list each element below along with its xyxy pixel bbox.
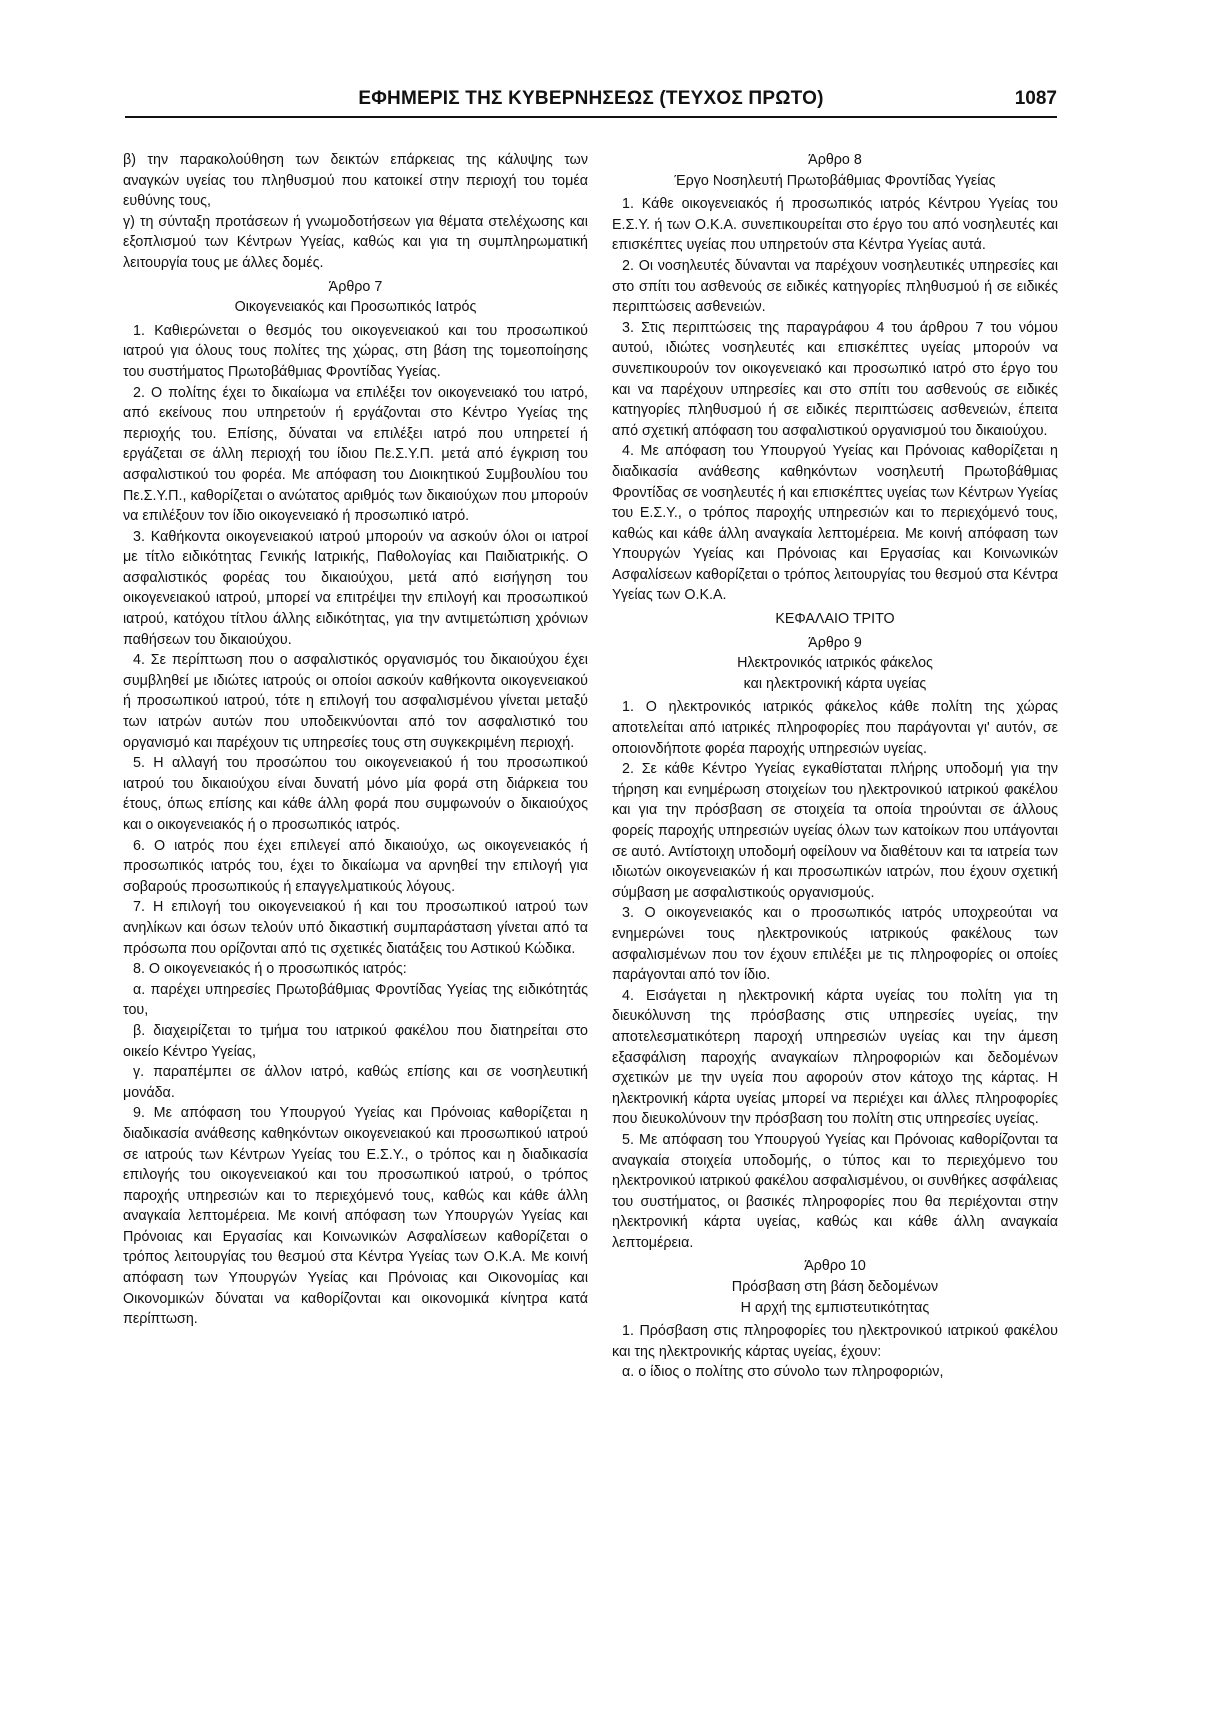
paragraph: 4. Σε περίπτωση που ο ασφαλιστικός οργανισμός του δικαιούχου έχει συμβληθεί με ιδιώτες ιατρούς οι οποίοι ασκούν καθήκοντα οικογενειακού ή προσωπικού ιατρού, τότε η επιλογή του ασφαλισμένου γίνεται μεταξύ των ιατρών αυτών που υποδεικνύονται από τον ασφαλιστικό του οργανισμό και παρέχουν τις υπηρεσίες τους στη συγκεκριμένη περιοχή. (123, 652, 588, 751)
article-title: Πρόσβαση στη βάση δεδομένων (731, 1279, 939, 1296)
paragraph: 2. Οι νοσηλευτές δύνανται να παρέχουν νοσηλευτικές υπηρεσίες και στο σπίτι του ασθενούς σε ειδικές κατηγορίες πληθυσμού ή σε ειδικές περιπτώσεις ασθενειών. (612, 257, 1058, 316)
article-title: και ηλεκτρονική κάρτα υγείας (743, 675, 927, 692)
article-title: Έργο Νοσηλευτή Πρωτοβάθμιας Φροντίδας Υγείας (674, 172, 996, 189)
paragraph: 7. Η επιλογή του οικογενειακού ή και του προσωπικού ιατρού των ανηλίκων και όσων τελούν υπό δικαστική συμπαράσταση γίνεται από τα πρόσωπα που ορίζονται από τις σχετικές διατάξεις του Αστικού Κώδικα. (123, 899, 588, 957)
article-heading: Άρθρο 8 (808, 152, 862, 168)
gazette-title: ΕΦΗΜΕΡΙΣ ΤΗΣ ΚΥΒΕΡΝΗΣΕΩΣ (ΤΕΥΧΟΣ ΠΡΩΤΟ) (358, 88, 824, 109)
article-heading: Άρθρο 7 (328, 278, 383, 295)
list-item: α. ο ίδιος ο πολίτης στο σύνολο των πληροφοριών, (622, 1364, 944, 1381)
header-divider (125, 116, 1057, 118)
right-column (612, 150, 1058, 1383)
paragraph: β) την παρακολούθηση των δεικτών επάρκειας της κάλυψης των αναγκών υγείας του πληθυσμού που κατοικεί στην περιοχή του τομέα ευθύνης τους, (123, 152, 588, 210)
article-title: Η αρχή της εμπιστευτικότητας (740, 1299, 930, 1316)
left-column (123, 150, 588, 1330)
list-item: β. διαχειρίζεται το τμήμα του ιατρικού φακέλου που διατηρείται στο οικείο Κέντρο Υγείας, (123, 1022, 588, 1060)
article-heading: Άρθρο 10 (804, 1258, 866, 1275)
paragraph: 4. Εισάγεται η ηλεκτρονική κάρτα υγείας του πολίτη για τη διευκόλυνση της πρόσβασης στις υπηρεσίες υγείας, την αποτελεσματικότερη παροχή υπηρεσιών υγείας και την άμεση εξασφάλιση παροχής αναγκαίων πληροφοριών και δεδομένων σχετικών με την υγεία που αφορούν στον κάτοχο της κάρτας. Η ηλεκτρονική κάρτα υγείας μπορεί να περιέχει και άλλες πληροφορίες που διευκολύνουν την πρόσβαση του πολίτη στις υπηρεσίες υγείας. (612, 987, 1058, 1128)
paragraph: 5. Η αλλαγή του προσώπου του οικογενειακού ή του προσωπικού ιατρού του δικαιούχου είναι δυνατή μόνο μία φορά στη διάρκεια του έτους, όπως επίσης και κάθε άλλη φορά που συμφωνούν ο δικαιούχος και ο οικογενειακός ή ο προσωπικός ιατρός. (123, 755, 588, 833)
article-heading: Άρθρο 9 (808, 634, 862, 651)
article-title: Ηλεκτρονικός ιατρικός φάκελος (737, 655, 933, 672)
paragraph: 5. Με απόφαση του Υπουργού Υγείας και Πρόνοιας καθορίζονται τα αναγκαία στοιχεία υποδομής, ο τύπος και το περιεχόμενο του ηλεκτρονικού ιατρικού φακέλου ασφαλισμένου, οι συνθήκες ασφάλειας του συστήματος, οι βασικές πληροφορίες που θα περιέχονται στην ηλεκτρονική κάρτα υγείας, καθώς και κάθε άλλη αναγκαία λεπτομέρεια. (612, 1131, 1058, 1251)
paragraph: γ) τη σύνταξη προτάσεων ή γνωμοδοτήσεων για θέματα στελέχωσης και εξοπλισμού των Κέντρων Υγείας, καθώς και για τη συμπληρωματική λειτουργία τους με άλλες δομές. (123, 213, 588, 271)
paragraph: 3. Ο οικογενειακός και ο προσωπικός ιατρός υποχρεούται να ενημερώνει τους ηλεκτρονικούς ιατρικούς φακέλους των ασφαλισμένων που τον έχουν επιλέξει με τις πληροφορίες οι οποίες παράγονται από τον ίδιο. (612, 905, 1058, 984)
page-number: 1087 (1014, 88, 1057, 109)
list-item: α. παρέχει υπηρεσίες Πρωτοβάθμιας Φροντίδας Υγείας της ειδικότητάς του, (123, 981, 588, 1019)
paragraph: 1. Καθιερώνεται ο θεσμός του οικογενειακού και του προσωπικού ιατρού για όλους τους πολίτες της χώρας, στη βάση της τομεοποίησης του συστήματος Πρωτοβάθμιας Φροντίδας Υγείας. (123, 322, 588, 380)
paragraph: 9. Με απόφαση του Υπουργού Υγείας και Πρόνοιας καθορίζεται η διαδικασία ανάθεσης καθηκόντων οικογενειακού και προσωπικού ιατρού σε ιατρούς των Κέντρων Υγείας του Ε.Σ.Υ., ο τρόπος και η διαδικασία επιλογής του οικογενειακού και του προσωπικού ιατρού, ο τρόπος παροχής υπηρεσιών και το περιεχόμενό τους, καθώς και κάθε άλλη αναγκαία λεπτομέρεια. Με κοινή απόφαση των Υπουργών Υγείας και Πρόνοιας και Εργασίας και Κοινωνικών Ασφαλίσεων καθορίζεται ο τρόπος λειτουργίας του θεσμού στα Κέντρα Υγείας των Ο.Κ.Α. Με κοινή απόφαση των Υπουργών Υγείας και Πρόνοιας και Οικονομίας και Οικονομικών δύναται να καθορίζονται και οικονομικά κίνητρα κατά περίπτωση. (123, 1105, 588, 1328)
paragraph: 1. Κάθε οικογενειακός ή προσωπικός ιατρός Κέντρου Υγείας του Ε.Σ.Υ. ή των Ο.Κ.Α. συνεπικουρείται στο έργο του από νοσηλευτές και επισκέπτες υγείας που υπηρετούν στα Κέντρα Υγείας αυτά. (612, 196, 1058, 254)
list-item: γ. παραπέμπει σε άλλον ιατρό, καθώς επίσης και σε νοσηλευτική μονάδα. (123, 1064, 588, 1101)
paragraph: 3. Στις περιπτώσεις της παραγράφου 4 του άρθρου 7 του νόμου αυτού, ιδιώτες νοσηλευτές και επισκέπτες υγείας μπορούν να συνεπικουρούν τον οικογενειακό και προσωπικό ιατρό στο έργο του και να παρέχουν υπηρεσίες και στο σπίτι του ασθενούς σε ειδικές κατηγορίες πληθυσμού ή σε ειδικές περιπτώσεις ασθενειών, έπειτα από σχετική απόφαση του ασφαλιστικού οργανισμού του δικαιούχου. (612, 319, 1058, 439)
paragraph: 6. Ο ιατρός που έχει επιλεγεί από δικαιούχο, ως οικογενειακός ή προσωπικός ιατρός του, έχει το δικαίωμα να αρνηθεί την επιλογή για σοβαρούς προσωπικούς ή επαγγελματικούς λόγους. (123, 837, 588, 895)
paragraph: 2. Σε κάθε Κέντρο Υγείας εγκαθίσταται πλήρης υποδομή για την τήρηση και ενημέρωση στοιχείων του ηλεκτρονικού ιατρικού φακέλου και για την πρόσβαση σε στοιχεία τα οποία τηρούνται σε άλλους φορείς παροχής υπηρεσιών υγείας όλων των κατοίκων που υπάγονται σε αυτό. Αντίστοιχη υποδομή οφείλουν να διαθέτουν και τα ιατρεία των ιδιωτών οικογενειακών ή και προσωπικών ιατρών, που έχουν σχετική σύμβαση με ασφαλιστικούς οργανισμούς. (612, 761, 1058, 901)
paragraph: 3. Καθήκοντα οικογενειακού ιατρού μπορούν να ασκούν όλοι οι ιατροί με τίτλο ειδικότητας Γενικής Ιατρικής, Παθολογίας και Παιδιατρικής. Ο ασφαλιστικός φορέας του δικαιούχου, μετά από εισήγηση του οικογενειακού ιατρού, μπορεί να επιτρέψει την επιλογή και προσωπικού ιατρού, κατόχου τίτλου άλλης ειδικότητας, για την αντιμετώπιση χρόνιων παθήσεων του δικαιούχου. (123, 528, 588, 648)
chapter-heading: ΚΕΦΑΛΑΙΟ ΤΡΙΤΟ (775, 611, 895, 628)
paragraph: 1. Ο ηλεκτρονικός ιατρικός φάκελος κάθε πολίτη της χώρας αποτελείται από ιατρικές πληροφορίες που παράγονται γι' αυτόν, σε οποιονδήποτε φορέα παροχής υπηρεσιών υγείας. (612, 699, 1058, 757)
paragraph: 2. Ο πολίτης έχει το δικαίωμα να επιλέξει τον οικογενειακό του ιατρό, από εκείνους που υπηρετούν ή εργάζονται στο Κέντρο Υγείας της περιοχής του. Επίσης, δύναται να επιλέξει ιατρό που υπηρετεί ή εργάζεται σε άλλη περιοχή του ίδιου Πε.Σ.Υ.Π. μετά από έγκριση του ασφαλιστικού του φορέα. Με απόφαση του Διοικητικού Συμβουλίου του Πε.Σ.Υ.Π., καθορίζεται ο ανώτατος αριθμός των δικαιούχων που μπορούν να επιλέξουν τον ίδιο οικογενειακό ή προσωπικό ιατρό. (123, 384, 588, 525)
page-header (125, 86, 1057, 116)
paragraph: 4. Με απόφαση του Υπουργού Υγείας και Πρόνοιας καθορίζεται η διαδικασία ανάθεσης καθηκόντων νοσηλευτή Πρωτοβάθμιας Φροντίδας σε νοσηλευτές ή και επισκέπτες υγείας των Κέντρων Υγείας του Ε.Σ.Υ., ο τρόπος παροχής υπηρεσιών και το περιεχόμενό τους, καθώς και κάθε άλλη αναγκαία λεπτομέρεια. Με κοινή απόφαση των Υπουργών Υγείας και Πρόνοιας και Εργασίας και Κοινωνικών Ασφαλίσεων καθορίζεται ο τρόπος λειτουργίας του θεσμού στα Κέντρα Υγείας των Ο.Κ.Α. (612, 443, 1058, 604)
paragraph: 8. Ο οικογενειακός ή ο προσωπικός ιατρός: (133, 961, 407, 978)
paragraph: 1. Πρόσβαση στις πληροφορίες του ηλεκτρονικού ιατρικού φακέλου και της ηλεκτρονικής κάρτας υγείας, έχουν: (612, 1323, 1058, 1360)
article-title: Οικογενειακός και Προσωπικός Ιατρός (234, 299, 477, 316)
